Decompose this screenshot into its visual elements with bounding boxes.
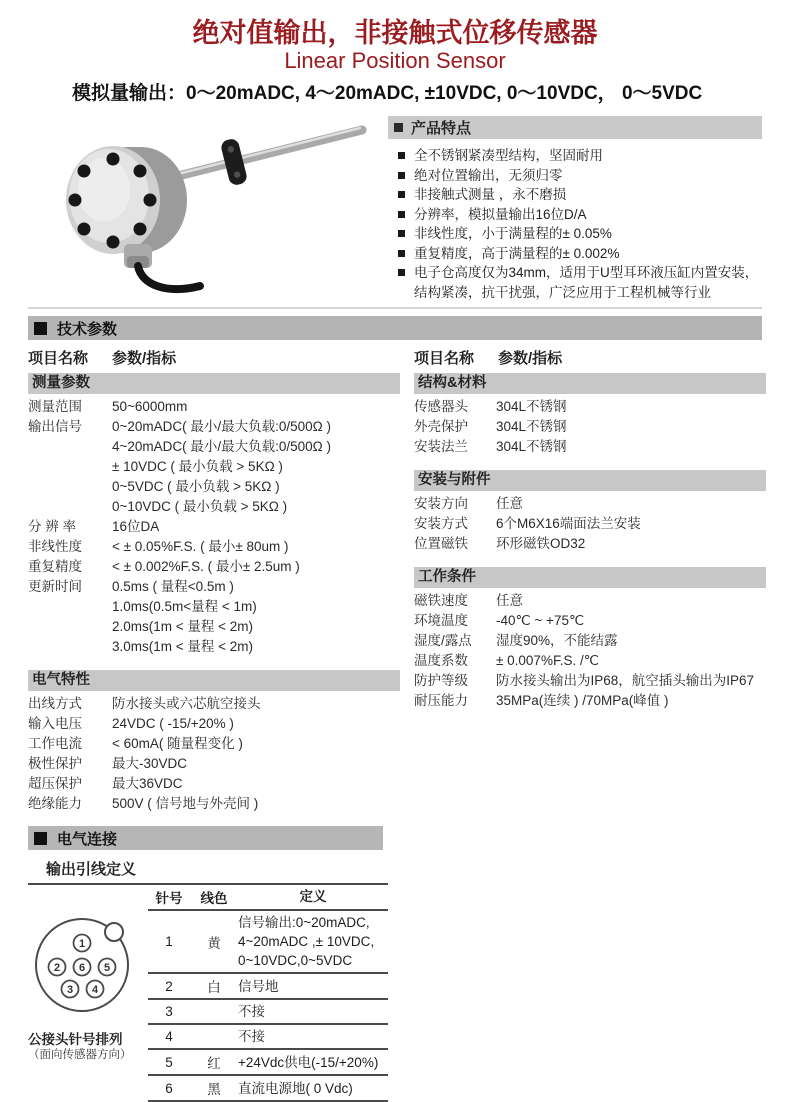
spec-value: 24VDC ( -15/+20% )	[112, 716, 234, 731]
feature-text: 分辨率，模拟量输出16位D/A	[414, 206, 587, 222]
column-header-item: 项目名称	[28, 350, 89, 367]
spec-label: 非线性度	[28, 539, 82, 554]
spec-label: 防护等级	[414, 673, 468, 688]
spec-label: 耐压能力	[414, 693, 468, 708]
feature-text: 非接触式测量 ，永不磨损	[414, 187, 567, 202]
table-row	[414, 514, 766, 534]
column-header-item: 项目名称	[414, 350, 475, 367]
spec-value: < ± 0.002%F.S. ( 最小± 2.5um )	[112, 559, 300, 574]
list-item	[398, 224, 762, 244]
spec-value: 304L不锈钢	[496, 419, 567, 434]
table-row	[28, 714, 400, 734]
table-row	[414, 651, 766, 671]
pin-definition	[238, 1027, 388, 1046]
spec-value: 6个M6X16端面法兰安装	[496, 516, 641, 531]
pin-definition-line: 不接	[238, 1004, 265, 1019]
table-row	[148, 1076, 388, 1102]
table-row	[414, 611, 766, 631]
square-bullet-icon	[398, 191, 405, 198]
table-row	[28, 694, 400, 714]
product-photo	[28, 116, 376, 300]
tech-params-header-bar	[28, 316, 762, 340]
table-row	[28, 397, 400, 417]
connection-subtitle: 输出引线定义	[46, 861, 137, 878]
wire-color: 红	[207, 1056, 221, 1071]
pin-definition-line: 信号输出:0~20mADC,	[238, 915, 370, 930]
table-row	[28, 734, 400, 754]
pin-definition	[238, 1002, 388, 1021]
table-row	[28, 794, 400, 814]
spec-column-left	[28, 348, 400, 814]
spec-value: 环形磁铁OD32	[496, 536, 586, 551]
table-row	[148, 1025, 388, 1050]
connection-header-label: 电气连接	[57, 830, 118, 848]
col-header-color: 线色	[200, 891, 228, 906]
table-row	[414, 437, 766, 457]
spec-label: 出线方式	[28, 696, 82, 711]
spec-value: 任意	[496, 593, 523, 608]
spec-value: 50~6000mm	[112, 399, 188, 414]
square-bullet-icon	[398, 211, 405, 218]
spec-label: 重复精度	[28, 559, 82, 574]
spec-label: 位置磁铁	[414, 536, 468, 551]
pin-number: 4	[165, 1029, 173, 1044]
square-bullet-icon	[394, 123, 403, 132]
list-item	[398, 205, 762, 225]
spec-label: 极性保护	[28, 756, 82, 771]
spec-label: 输出信号	[28, 419, 82, 434]
pin-definition-line: 直流电源地( 0 Vdc)	[238, 1080, 353, 1096]
connector-pin	[62, 981, 79, 998]
table-row	[148, 974, 388, 1000]
svg-text:4: 4	[91, 984, 99, 996]
column-header	[414, 348, 766, 370]
column-header-value: 参数/指标	[498, 350, 563, 367]
table-row	[28, 577, 400, 657]
spec-label: 分 辨 率	[28, 519, 77, 534]
table-row	[414, 534, 766, 554]
table-row	[148, 1000, 388, 1025]
features-header-label: 产品特点	[411, 120, 472, 137]
section-bar-operating: 工作条件	[414, 567, 766, 588]
connector-pinout-drawing	[28, 907, 140, 1023]
spec-value: 任意	[496, 496, 523, 511]
connector-pin	[87, 981, 104, 998]
pin-definition-line: +24Vdc供电(-15/+20%)	[238, 1054, 379, 1070]
spec-value: ± 10VDC ( 最小负载 > 5KΩ )	[112, 459, 283, 474]
pin-number: 2	[165, 978, 173, 994]
pin-number: 6	[165, 1080, 173, 1096]
spec-label: 工作电流	[28, 736, 82, 751]
spec-value: 304L不锈钢	[496, 399, 567, 414]
svg-text:3: 3	[66, 984, 74, 996]
table-row	[28, 557, 400, 577]
page-title-cn: 绝对值输出，非接触式位移传感器	[192, 18, 598, 48]
spec-value: 防水接头或六芯航空接头	[112, 696, 261, 711]
spec-value: 1.0ms(0.5m<量程 < 1m)	[112, 599, 257, 614]
connector-pin	[99, 959, 116, 976]
spec-label: 安装方向	[414, 496, 468, 511]
spec-value: -40℃ ~ +75℃	[496, 613, 585, 628]
spec-value: 防水接头输出为IP68，航空插头输出为IP67	[496, 673, 755, 688]
spec-value: 304L不锈钢	[496, 439, 567, 454]
pin-definition-line: 0~10VDC,0~5VDC	[238, 953, 353, 968]
section-bar-mounting: 安装与附件	[414, 470, 766, 491]
feature-text: 绝对位置输出，无须归零	[414, 167, 563, 183]
horizontal-divider	[28, 307, 762, 309]
page-title-en: Linear Position Sensor	[284, 48, 506, 73]
pin-definition-line: 信号地	[238, 978, 279, 994]
svg-text:5: 5	[103, 962, 111, 974]
table-row	[414, 397, 766, 417]
pin-definition	[238, 1053, 388, 1072]
connection-body	[28, 883, 388, 1102]
spec-value: 湿度90%，不能结露	[496, 633, 618, 648]
pin-definition	[238, 1079, 388, 1098]
column-header-value: 参数/指标	[112, 350, 177, 367]
pin-definition	[238, 913, 388, 970]
spec-label: 环境温度	[414, 613, 468, 628]
tech-params-header-label: 技术参数	[57, 320, 118, 338]
table-row	[414, 631, 766, 651]
pin-number: 5	[165, 1054, 173, 1070]
table-row	[148, 911, 388, 974]
spec-value: 最大-30VDC	[112, 756, 188, 771]
square-bullet-icon	[34, 832, 47, 845]
square-bullet-icon	[398, 152, 405, 159]
svg-text:1: 1	[78, 938, 86, 950]
wire-color: 黑	[207, 1082, 221, 1097]
svg-text:6: 6	[78, 962, 86, 974]
table-row	[28, 537, 400, 557]
list-item	[398, 166, 762, 186]
feature-text: 全不锈钢紧凑型结构，坚固耐用	[414, 148, 603, 163]
spec-value: 35MPa(连续 ) /70MPa(峰值 )	[496, 693, 669, 708]
section-bar-structure: 结构&材料	[414, 373, 766, 394]
spec-value: < ± 0.05%F.S. ( 最小± 80um )	[112, 539, 289, 554]
spec-label: 磁铁速度	[414, 593, 468, 608]
connector-pin	[74, 959, 91, 976]
spec-value: 0~20mADC( 最小/最大负载:0/500Ω )	[112, 419, 332, 434]
spec-value: 0.5ms ( 量程<0.5m )	[112, 579, 234, 594]
connector-pin	[74, 935, 91, 952]
sensor-photo-illustration	[28, 116, 376, 300]
square-bullet-icon	[398, 250, 405, 257]
pin-definition-line: 4~20mADC ,± 10VDC,	[238, 934, 375, 949]
square-bullet-icon	[398, 172, 405, 179]
features-section	[388, 116, 762, 300]
spec-label: 安装法兰	[414, 439, 468, 454]
spec-value: 3.0ms(1m < 量程 < 2m)	[112, 639, 254, 654]
spec-columns	[28, 348, 762, 814]
spec-value: 最大36VDC	[112, 776, 183, 791]
table-row	[414, 494, 766, 514]
table-row	[148, 1050, 388, 1076]
wire-color: 黄	[207, 935, 221, 951]
square-bullet-icon	[398, 269, 405, 276]
square-bullet-icon	[398, 230, 405, 237]
analog-output-line: 模拟量输出：0～20mADC, 4～20mADC, ±10VDC, 0～10VDC， 0～5VDC	[72, 83, 703, 104]
wiring-table	[148, 885, 388, 1102]
connection-header-bar	[28, 826, 383, 850]
square-bullet-icon	[34, 322, 47, 335]
spec-value: 0~5VDC ( 最小负载 > 5KΩ )	[112, 479, 280, 494]
spec-label: 绝缘能力	[28, 796, 82, 811]
pin-number: 1	[165, 934, 173, 949]
spec-label: 安装方式	[414, 516, 468, 531]
connector-caption: 公接头针号排列	[28, 1032, 123, 1047]
feature-text: 非线性度，小于满量程的± 0.05%	[414, 226, 612, 241]
col-header-pin: 针号	[155, 891, 183, 906]
spec-label: 更新时间	[28, 579, 82, 594]
table-row	[28, 417, 400, 517]
spec-label: 传感器头	[414, 399, 468, 414]
table-row	[28, 517, 400, 537]
column-header	[28, 348, 400, 370]
spec-value: 500V ( 信号地与外壳间 )	[112, 796, 259, 811]
spec-label: 输入电压	[28, 716, 82, 731]
spec-label: 外壳保护	[414, 419, 468, 434]
wiring-table-header	[148, 885, 388, 911]
feature-text: 电子仓高度仅为34mm，适用于U型耳环液压缸内置安装，结构紧凑，抗干扰强，广泛应用于工程机械等行业	[414, 265, 759, 300]
spec-value: < 60mA( 随量程变化 )	[112, 736, 243, 751]
connector-diagram	[28, 885, 148, 1102]
spec-column-right	[414, 348, 766, 814]
spec-value: 0~10VDC ( 最小负载 > 5KΩ )	[112, 499, 288, 514]
svg-text:2: 2	[53, 962, 61, 974]
list-item	[398, 263, 762, 302]
features-header-bar	[388, 116, 762, 139]
features-list	[398, 146, 762, 302]
table-row	[414, 671, 766, 691]
list-item	[398, 146, 762, 166]
pin-definition-line: 不接	[238, 1029, 265, 1044]
list-item	[398, 244, 762, 264]
table-row	[414, 417, 766, 437]
table-row	[414, 691, 766, 711]
spec-value: 16位DA	[112, 519, 160, 534]
top-section	[28, 116, 762, 300]
pin-definition	[238, 977, 388, 996]
table-row	[414, 591, 766, 611]
spec-value: 4~20mADC( 最小/最大负载:0/500Ω )	[112, 439, 332, 454]
table-row	[28, 774, 400, 794]
list-item	[398, 185, 762, 205]
table-row	[28, 754, 400, 774]
spec-label: 超压保护	[28, 776, 82, 791]
connector-caption-sub: （面向传感器方向）	[28, 1049, 132, 1061]
section-bar-measurement: 测量参数	[28, 373, 400, 394]
spec-label: 湿度/露点	[414, 633, 472, 648]
feature-text: 重复精度，高于满量程的± 0.002%	[414, 245, 620, 261]
spec-label: 测量范围	[28, 399, 82, 414]
pin-number: 3	[165, 1004, 173, 1019]
col-header-definition: 定义	[299, 889, 327, 904]
connector-pin	[49, 959, 66, 976]
spec-label: 温度系数	[414, 653, 468, 668]
wire-color: 白	[207, 980, 221, 995]
spec-value: 2.0ms(1m < 量程 < 2m)	[112, 619, 254, 634]
spec-value: ± 0.007%F.S. /℃	[496, 653, 599, 668]
section-bar-electrical: 电气特性	[28, 670, 400, 691]
